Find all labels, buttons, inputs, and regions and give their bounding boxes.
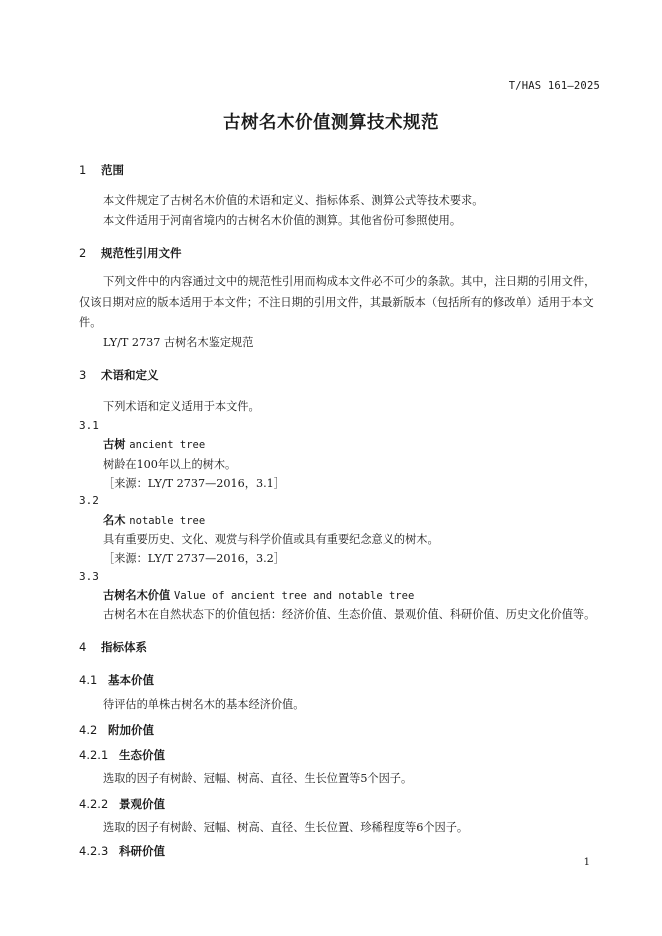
term-3-3-definition: 古树名木在自然状态下的价值包括：经济价值、生态价值、景观价值、科研价值、历史文化价值等。 [103, 608, 596, 621]
term-en: Value of ancient tree and notable tree [174, 590, 415, 602]
term-3-3-title [103, 587, 414, 603]
section-number: 4 [79, 640, 87, 654]
clause-4-2-1-text: 选取的因子有树龄、冠幅、树高、直径、生长位置等5个因子。 [103, 772, 413, 785]
section-1-paragraph-2: 本文件适用于河南省境内的古树名木价值的测算。其他省份可参照使用。 [103, 214, 462, 227]
document-title: 古树名木价值测算技术规范 [223, 113, 439, 133]
term-cn: 名木 [103, 514, 126, 527]
clause-title: 基本价值 [108, 673, 154, 687]
clause-title: 科研价值 [119, 844, 165, 858]
standard-number: T/HAS 161—2025 [508, 80, 600, 92]
clause-title: 附加价值 [108, 723, 154, 737]
term-3-1-number: 3.1 [79, 419, 99, 432]
term-3-1-definition: 树龄在100年以上的树木。 [103, 458, 237, 471]
section-4-heading [79, 639, 147, 655]
term-3-2-source: ［来源：LY/T 2737—2016，3.2］ [103, 552, 285, 565]
clause-number: 4.2.3 [79, 844, 109, 858]
section-number: 3 [79, 368, 87, 382]
term-3-2-title [103, 512, 205, 528]
section-3-heading [79, 367, 159, 383]
term-3-2-number: 3.2 [79, 494, 99, 507]
term-cn: 古树名木价值 [103, 589, 171, 602]
term-3-1-source: ［来源：LY/T 2737—2016，3.1］ [103, 477, 285, 490]
clause-4-2-2-heading [79, 796, 165, 812]
clause-number: 4.1 [79, 673, 98, 687]
clause-4-2-2-text: 选取的因子有树龄、冠幅、树高、直径、生长位置、珍稀程度等6个因子。 [103, 821, 469, 834]
clause-4-1-text: 待评估的单株古树名木的基本经济价值。 [103, 698, 305, 711]
clause-title: 生态价值 [119, 748, 165, 762]
clause-4-2-3-heading [79, 843, 165, 859]
section-2-paragraph: 下列文件中的内容通过文中的规范性引用而构成本文件必不可少的条款。其中，注日期的引用文件，仅该日期对应的版本适用于本文件；不注日期的引用文件，其最新版本（包括所有的修改单）适用于本文件。 [79, 275, 596, 329]
clause-number: 4.2.2 [79, 797, 109, 811]
clause-4-1-heading [79, 672, 154, 688]
term-en: notable tree [129, 515, 206, 527]
term-en: ancient tree [129, 439, 206, 451]
section-2-heading [79, 245, 182, 261]
page-number: 1 [583, 857, 590, 868]
normative-reference: LY/T 2737 古树名木鉴定规范 [103, 336, 254, 349]
section-title: 范围 [101, 163, 124, 177]
section-1-paragraph-1: 本文件规定了古树名木价值的术语和定义、指标体系、测算公式等技术要求。 [103, 194, 484, 207]
section-number: 2 [79, 246, 87, 260]
term-cn: 古树 [103, 438, 126, 451]
section-number: 1 [79, 163, 87, 177]
clause-number: 4.2.1 [79, 748, 109, 762]
term-3-3-number: 3.3 [79, 570, 99, 583]
section-title: 规范性引用文件 [101, 246, 182, 260]
section-title: 指标体系 [101, 640, 147, 654]
clause-number: 4.2 [79, 723, 98, 737]
clause-title: 景观价值 [119, 797, 165, 811]
clause-4-2-heading [79, 722, 154, 738]
section-title: 术语和定义 [101, 368, 159, 382]
section-3-intro: 下列术语和定义适用于本文件。 [103, 400, 260, 413]
section-1-heading [79, 162, 124, 178]
clause-4-2-1-heading [79, 747, 165, 763]
term-3-1-title [103, 436, 205, 452]
term-3-2-definition: 具有重要历史、文化、观赏与科学价值或具有重要纪念意义的树木。 [103, 533, 439, 546]
